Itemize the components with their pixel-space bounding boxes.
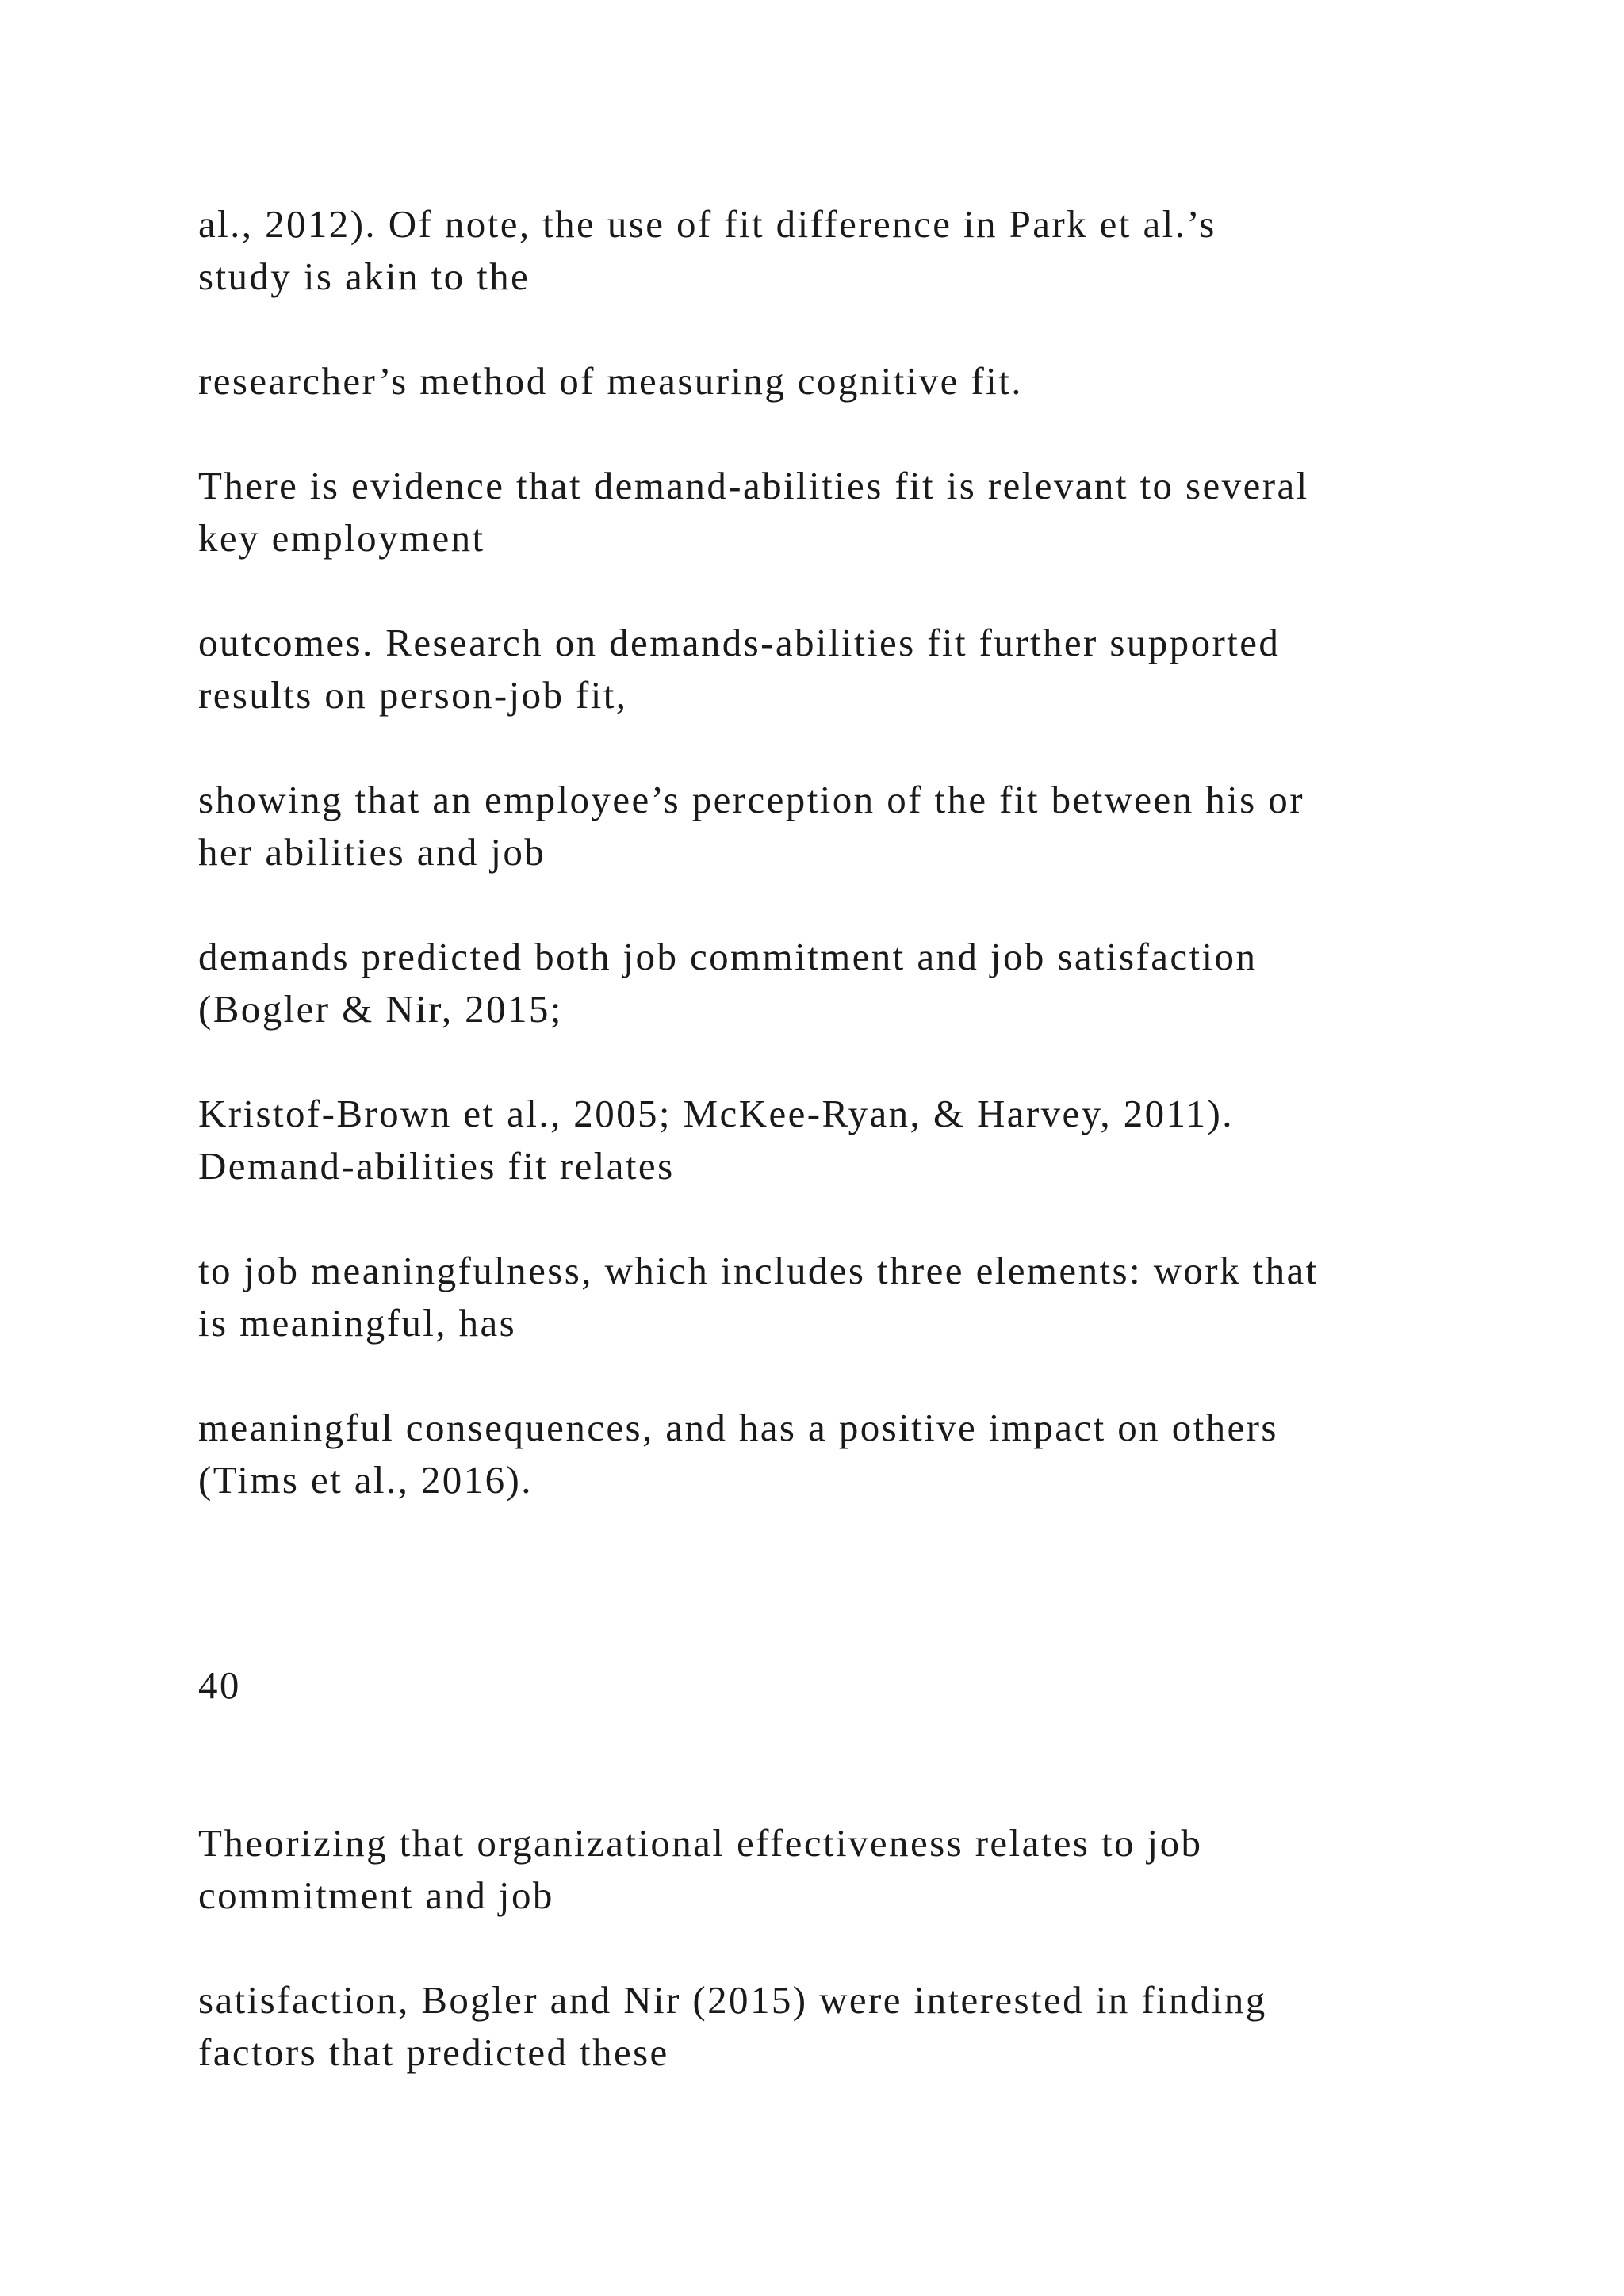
text-line: demands predicted both job commitment and job satisfaction: [198, 935, 1258, 978]
text-line: key employment: [198, 516, 485, 560]
paragraph: [198, 931, 1515, 1035]
paragraph: [198, 1817, 1515, 1922]
page-number: 40: [198, 1663, 241, 1707]
text-line: to job meaningfulness, which includes three elements: work that: [198, 1249, 1319, 1292]
paragraph: [198, 355, 1515, 408]
text-line: is meaningful, has: [198, 1301, 517, 1345]
text-line: meaningful consequences, and has a positive impact on others: [198, 1406, 1278, 1449]
text-line: Kristof-Brown et al., 2005; McKee-Ryan, & Harvey, 2011).: [198, 1092, 1234, 1135]
text-line: her abilities and job: [198, 830, 546, 874]
paragraph: [198, 1088, 1515, 1192]
paragraph: [198, 198, 1515, 303]
text-line: There is evidence that demand-abilities fit is relevant to several: [198, 464, 1309, 507]
text-line: showing that an employee’s perception of the fit between his or: [198, 778, 1304, 821]
text-line: factors that predicted these: [198, 2030, 669, 2074]
text-line: commitment and job: [198, 1873, 554, 1917]
paragraph: [198, 460, 1515, 564]
paragraph: [198, 1974, 1515, 2079]
paragraph: [198, 1245, 1515, 1349]
text-line: al., 2012). Of note, the use of fit difference in Park et al.’s: [198, 202, 1216, 246]
text-line: results on person-job fit,: [198, 673, 628, 717]
text-line: outcomes. Research on demands-abilities fit further supported: [198, 621, 1281, 664]
paragraph: [198, 617, 1515, 721]
text-line: researcher’s method of measuring cognitive fit.: [198, 359, 1023, 403]
text-line: (Bogler & Nir, 2015;: [198, 987, 563, 1031]
text-line: Theorizing that organizational effectiveness relates to job: [198, 1821, 1203, 1865]
paragraph: [198, 774, 1515, 878]
text-line: study is akin to the: [198, 254, 530, 298]
text-line: Demand-abilities fit relates: [198, 1144, 675, 1188]
text-line: satisfaction, Bogler and Nir (2015) were interested in finding: [198, 1978, 1267, 2022]
text-line: (Tims et al., 2016).: [198, 1458, 533, 1502]
paragraph: [198, 1402, 1515, 1506]
